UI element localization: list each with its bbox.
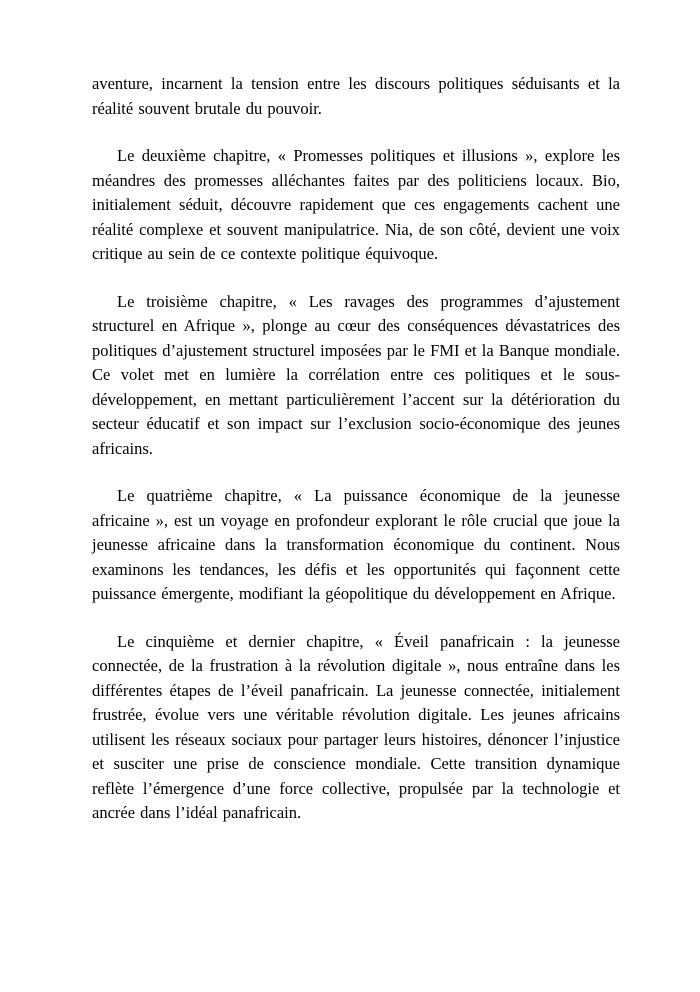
paragraph-chapter-three: Le troisième chapitre, « Les ravages des programmes d’ajustement structurel en Afrique », plonge au cœur des conséquences dévastatrices des politiques d’ajustement structurel imposées par le FMI et la Banque mondiale. Ce volet met en lumière la corrélation entre ces politiques et le sous-développement, en mettant particulièrement l’accent sur la détérioration du secteur éducatif et son impact sur l’exclusion socio-économique des jeunes africains. — [92, 291, 620, 458]
paragraph-chapter-two: Le deuxième chapitre, « Promesses politiques et illusions », explore les méandres des promesses alléchantes faites par des politiciens locaux. Bio, initialement séduit, découvre rapidement que ces engagements cachent une réalité complexe et souvent manipulatrice. Nia, de son côté, devient une voix critique au sein de ce contexte politique équivoque. — [92, 146, 620, 263]
paragraph-chapter-four: Le quatrième chapitre, « La puissance économique de la jeunesse africaine », est un voyage en profondeur explorant le rôle crucial que joue la jeunesse africaine dans la transformation économique du continent. Nous examinons les tendances, les défis et les opportunités qui façonnent cette puissance émergente, modifiant la géopolitique du développement en Afrique. — [92, 486, 620, 603]
paragraph-continuation: aventure, incarnent la tension entre les discours politiques séduisants et la réalité souvent brutale du pouvoir. — [92, 74, 620, 118]
paragraph-chapter-five: Le cinquième et dernier chapitre, « Éveil panafricain : la jeunesse connectée, de la frustration à la révolution digitale », nous entraîne dans les différentes étapes de l’éveil panafricain. La jeunesse connectée, initialement frustrée, évolue vers une véritable révolution digitale. Les jeunes africains utilisent les réseaux sociaux pour partager leurs histoires, dénoncer l’injustice et susciter une prise de conscience mondiale. Cette transition dynamique reflète l’émergence d’une force collective, propulsée par la technologie et ancrée dans l’idéal panafricain. — [92, 631, 620, 822]
